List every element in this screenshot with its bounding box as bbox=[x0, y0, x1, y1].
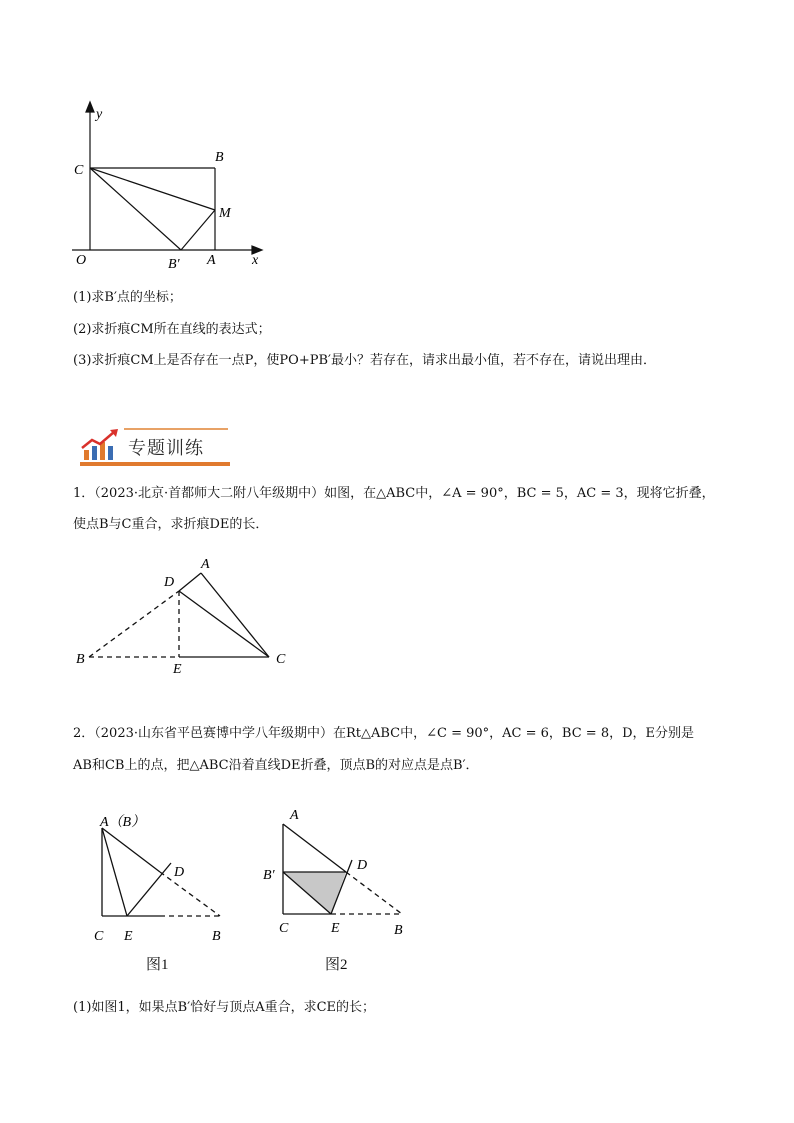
p2f2-label-C: C bbox=[279, 921, 289, 936]
p2f2-label-B: B bbox=[394, 923, 403, 938]
p2f2-label-E: E bbox=[331, 921, 340, 936]
question-top-2: (2)求折痕CM所在直线的表达式； bbox=[73, 322, 271, 337]
caption-figure1: 图1 bbox=[146, 957, 169, 973]
p1-label-D: D bbox=[164, 575, 175, 590]
label-O: O bbox=[76, 253, 87, 268]
p1-label-A: A bbox=[201, 557, 210, 572]
p2f1-label-E: E bbox=[124, 929, 133, 944]
p2f2-label-A: A bbox=[290, 808, 299, 823]
y-axis-label: y bbox=[96, 107, 103, 122]
problem1-line1: 1．（2023·北京·首都师大二附八年级期中）如图，在△ABC中，∠A = 90°，BC = 5，AC = 3，现将它折叠， bbox=[73, 486, 715, 501]
problem2-line1: 2．（2023·山东省平邑赛博中学八年级期中）在Rt△ABC中，∠C = 90°，AC = 6，BC = 8，D，E分别是 bbox=[73, 726, 695, 741]
p1-label-B: B bbox=[76, 652, 85, 667]
p2f1-label-B: B bbox=[212, 929, 221, 944]
label-B: B bbox=[215, 150, 224, 165]
question-top-3: (3)求折痕CM上是否存在一点P，使PO+PB′最小？若存在，请求出最小值，若不存在，请说出理由． bbox=[73, 353, 656, 368]
p2f2-label-B-prime: B′ bbox=[263, 868, 275, 883]
label-B-prime: B′ bbox=[168, 257, 180, 272]
p2f2-label-D: D bbox=[357, 858, 368, 873]
question-top-1: (1)求B′点的坐标； bbox=[73, 290, 182, 305]
label-C: C bbox=[74, 163, 84, 178]
p1-label-E: E bbox=[173, 662, 182, 677]
p2f1-label-A: A（B） bbox=[100, 815, 146, 830]
label-A: A bbox=[207, 253, 216, 268]
p1-label-C: C bbox=[276, 652, 286, 667]
problem2-line2: AB和CB上的点，把△ABC沿着直线DE折叠，顶点B的对应点是点B′． bbox=[73, 758, 479, 773]
label-M: M bbox=[219, 206, 231, 221]
problem1-line2: 使点B与C重合，求折痕DE的长． bbox=[73, 517, 269, 532]
x-axis-label: x bbox=[252, 253, 259, 268]
caption-figure2: 图2 bbox=[325, 957, 348, 973]
section-title: 专题训练 bbox=[128, 438, 204, 459]
p2f1-label-C: C bbox=[94, 929, 104, 944]
p2f1-label-D: D bbox=[174, 865, 185, 880]
shaded-triangle bbox=[283, 872, 346, 914]
problem2-question1: (1)如图1，如果点B′恰好与顶点A重合，求CE的长； bbox=[73, 1000, 376, 1015]
